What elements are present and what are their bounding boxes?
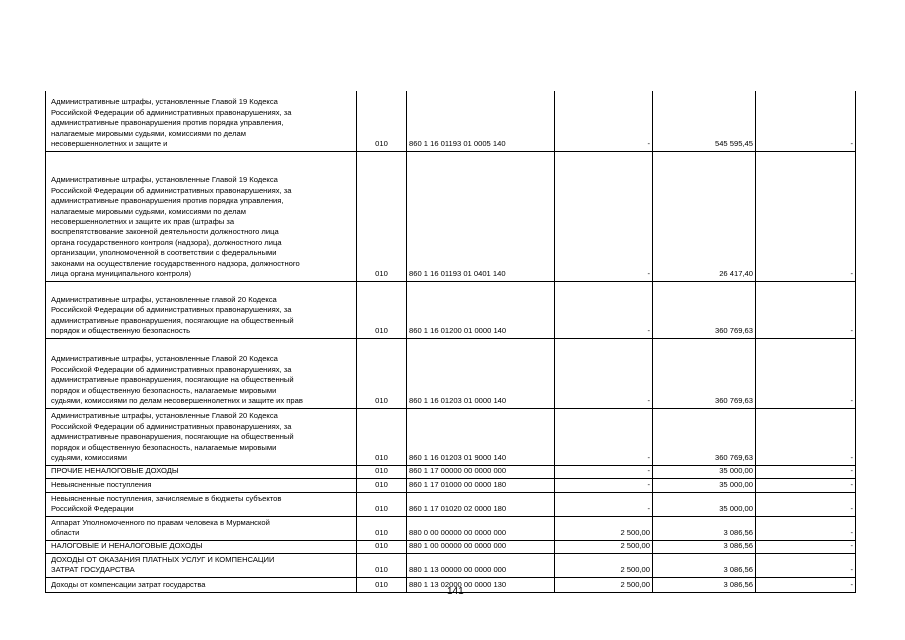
row-actual: 3 086,56 xyxy=(653,516,756,540)
row-name-line: законами на осуществление государственного надзора, должностного xyxy=(51,258,300,268)
row-kbk: 880 1 00 00000 00 0000 000 xyxy=(407,540,555,553)
table-row xyxy=(46,553,856,577)
table-row xyxy=(46,338,856,408)
row-actual: 3 086,56 xyxy=(653,540,756,553)
row-rest: - xyxy=(756,553,856,577)
row-rest: - xyxy=(756,516,856,540)
row-plan: 2 500,00 xyxy=(555,577,653,592)
table-row xyxy=(46,492,856,516)
row-kbk: 860 1 16 01203 01 9000 140 xyxy=(407,408,555,465)
row-name-line: административные правонарушения против порядка управления, xyxy=(51,118,284,128)
row-name xyxy=(46,492,357,516)
page-number: 141 xyxy=(447,586,464,597)
row-name xyxy=(46,465,357,478)
row-name xyxy=(46,408,357,465)
row-rest: - xyxy=(756,408,856,465)
table-row xyxy=(46,478,856,492)
table-row xyxy=(46,465,856,478)
row-rest: - xyxy=(756,465,856,478)
row-name-line: порядок и общественную безопасность, налагаемые мировыми xyxy=(51,385,277,395)
row-kbk: 860 1 16 01193 01 0005 140 xyxy=(407,91,555,151)
row-name-line: воспрепятствование законной деятельности должностного лица xyxy=(51,227,279,237)
row-name-line: НАЛОГОВЫЕ И НЕНАЛОГОВЫЕ ДОХОДЫ xyxy=(51,541,203,551)
row-name-line: Аппарат Уполномоченного по правам человека в Мурманской xyxy=(51,517,270,527)
row-actual: 3 086,56 xyxy=(653,577,756,592)
row-plan: - xyxy=(555,478,653,492)
row-name-line: Административные штрафы, установленные Главой 20 Кодекса xyxy=(51,354,278,364)
row-plan: - xyxy=(555,492,653,516)
row-name-line: административные правонарушения, посягающие на общественный xyxy=(51,315,294,325)
row-code: 010 xyxy=(357,492,407,516)
row-code: 010 xyxy=(357,465,407,478)
row-actual: 360 769,63 xyxy=(653,281,756,338)
row-code: 010 xyxy=(357,478,407,492)
row-name xyxy=(46,478,357,492)
row-rest: - xyxy=(756,492,856,516)
row-name-line: области xyxy=(51,528,80,538)
row-name xyxy=(46,281,357,338)
row-name-line: Российской Федерации об административных правонарушениях, за xyxy=(51,305,292,315)
row-name-line: Российской Федерации об административных правонарушениях, за xyxy=(51,364,292,374)
row-code: 010 xyxy=(357,540,407,553)
row-actual: 35 000,00 xyxy=(653,478,756,492)
row-actual: 35 000,00 xyxy=(653,465,756,478)
row-kbk: 880 1 13 00000 00 0000 000 xyxy=(407,553,555,577)
row-plan: - xyxy=(555,408,653,465)
row-name-line: Российской Федерации об административных правонарушениях, за xyxy=(51,421,292,431)
row-name-line: административные правонарушения против порядка управления, xyxy=(51,196,284,206)
row-plan: - xyxy=(555,151,653,281)
row-name-line: судьями, комиссиями xyxy=(51,453,128,463)
row-name-line: ЗАТРАТ ГОСУДАРСТВА xyxy=(51,565,135,575)
row-name-line: Российской Федерации xyxy=(51,504,134,514)
row-name-line: налагаемые мировыми судьями, комиссиями по делам xyxy=(51,128,246,138)
row-name-line: Административные штрафы, установленные Главой 19 Кодекса xyxy=(51,97,278,107)
row-plan: 2 500,00 xyxy=(555,553,653,577)
row-name-line: ДОХОДЫ ОТ ОКАЗАНИЯ ПЛАТНЫХ УСЛУГ И КОМПЕНСАЦИИ xyxy=(51,554,275,564)
row-rest: - xyxy=(756,478,856,492)
row-name-line: Российской Федерации об административных правонарушениях, за xyxy=(51,185,292,195)
row-plan: - xyxy=(555,91,653,151)
row-rest: - xyxy=(756,338,856,408)
row-name-line: административные правонарушения, посягающие на общественный xyxy=(51,432,294,442)
row-name-line: налагаемые мировыми судьями, комиссиями по делам xyxy=(51,206,246,216)
row-name-line: Невыясненные поступления, зачисляемые в бюджеты субъектов xyxy=(51,493,282,503)
row-actual: 26 417,40 xyxy=(653,151,756,281)
row-rest: - xyxy=(756,151,856,281)
row-plan: - xyxy=(555,281,653,338)
row-name-line: органа государственного контроля (надзора), должностного лица xyxy=(51,237,282,247)
row-name xyxy=(46,151,357,281)
row-rest: - xyxy=(756,577,856,592)
row-plan: - xyxy=(555,338,653,408)
row-name xyxy=(46,553,357,577)
row-rest: - xyxy=(756,281,856,338)
row-actual: 3 086,56 xyxy=(653,553,756,577)
row-name-line: порядок и общественную безопасность xyxy=(51,326,191,336)
row-name-line: Доходы от компенсации затрат государства xyxy=(51,580,206,590)
table-row xyxy=(46,281,856,338)
row-actual: 360 769,63 xyxy=(653,338,756,408)
row-name xyxy=(46,540,357,553)
row-kbk: 880 1 13 02000 00 0000 130 xyxy=(407,577,555,592)
row-code: 010 xyxy=(357,338,407,408)
row-name-line: судьями, комиссиями по делам несовершеннолетних и защите их прав xyxy=(51,396,303,406)
table-row xyxy=(46,151,856,281)
row-name-line: несовершеннолетних и защите и xyxy=(51,139,168,149)
row-kbk: 860 1 17 00000 00 0000 000 xyxy=(407,465,555,478)
row-code: 010 xyxy=(357,281,407,338)
row-name-line: административные правонарушения, посягающие на общественный xyxy=(51,375,294,385)
row-code: 010 xyxy=(357,516,407,540)
row-name xyxy=(46,338,357,408)
row-name-line: организации, уполномоченной в соответствии с федеральными xyxy=(51,248,277,258)
row-kbk: 860 1 17 01020 02 0000 180 xyxy=(407,492,555,516)
row-name-line: Административные штрафы, установленные Главой 19 Кодекса xyxy=(51,175,278,185)
row-code: 010 xyxy=(357,577,407,592)
row-name-line: Невыясненные поступления xyxy=(51,480,152,490)
row-actual: 360 769,63 xyxy=(653,408,756,465)
row-name xyxy=(46,516,357,540)
row-code: 010 xyxy=(357,91,407,151)
row-name-line: лица органа муниципального контроля) xyxy=(51,269,192,279)
table-row xyxy=(46,540,856,553)
row-kbk: 880 0 00 00000 00 0000 000 xyxy=(407,516,555,540)
table-row xyxy=(46,516,856,540)
row-actual: 545 595,45 xyxy=(653,91,756,151)
row-kbk: 860 1 17 01000 00 0000 180 xyxy=(407,478,555,492)
table-row xyxy=(46,408,856,465)
row-kbk: 860 1 16 01203 01 0000 140 xyxy=(407,338,555,408)
row-plan: 2 500,00 xyxy=(555,540,653,553)
row-kbk: 860 1 16 01193 01 0401 140 xyxy=(407,151,555,281)
row-rest: - xyxy=(756,540,856,553)
row-code: 010 xyxy=(357,151,407,281)
row-kbk: 860 1 16 01200 01 0000 140 xyxy=(407,281,555,338)
row-code: 010 xyxy=(357,553,407,577)
row-name-line: несовершеннолетних и защите их прав (штрафы за xyxy=(51,217,235,227)
row-name-line: порядок и общественную безопасность, налагаемые мировыми xyxy=(51,442,277,452)
row-actual: 35 000,00 xyxy=(653,492,756,516)
row-rest: - xyxy=(756,91,856,151)
row-name xyxy=(46,91,357,151)
table-body xyxy=(46,91,856,592)
row-name xyxy=(46,577,357,592)
row-name-line: Российской Федерации об административных правонарушениях, за xyxy=(51,107,292,117)
row-name-line: Административные штрафы, установленные Главой 20 Кодекса xyxy=(51,411,278,421)
table-row xyxy=(46,91,856,151)
row-code: 010 xyxy=(357,408,407,465)
row-name-line: ПРОЧИЕ НЕНАЛОГОВЫЕ ДОХОДЫ xyxy=(51,466,179,476)
revenue-report-table xyxy=(45,91,856,593)
row-plan: 2 500,00 xyxy=(555,516,653,540)
row-plan: - xyxy=(555,465,653,478)
row-name-line: Административные штрафы, установленные главой 20 Кодекса xyxy=(51,294,277,304)
